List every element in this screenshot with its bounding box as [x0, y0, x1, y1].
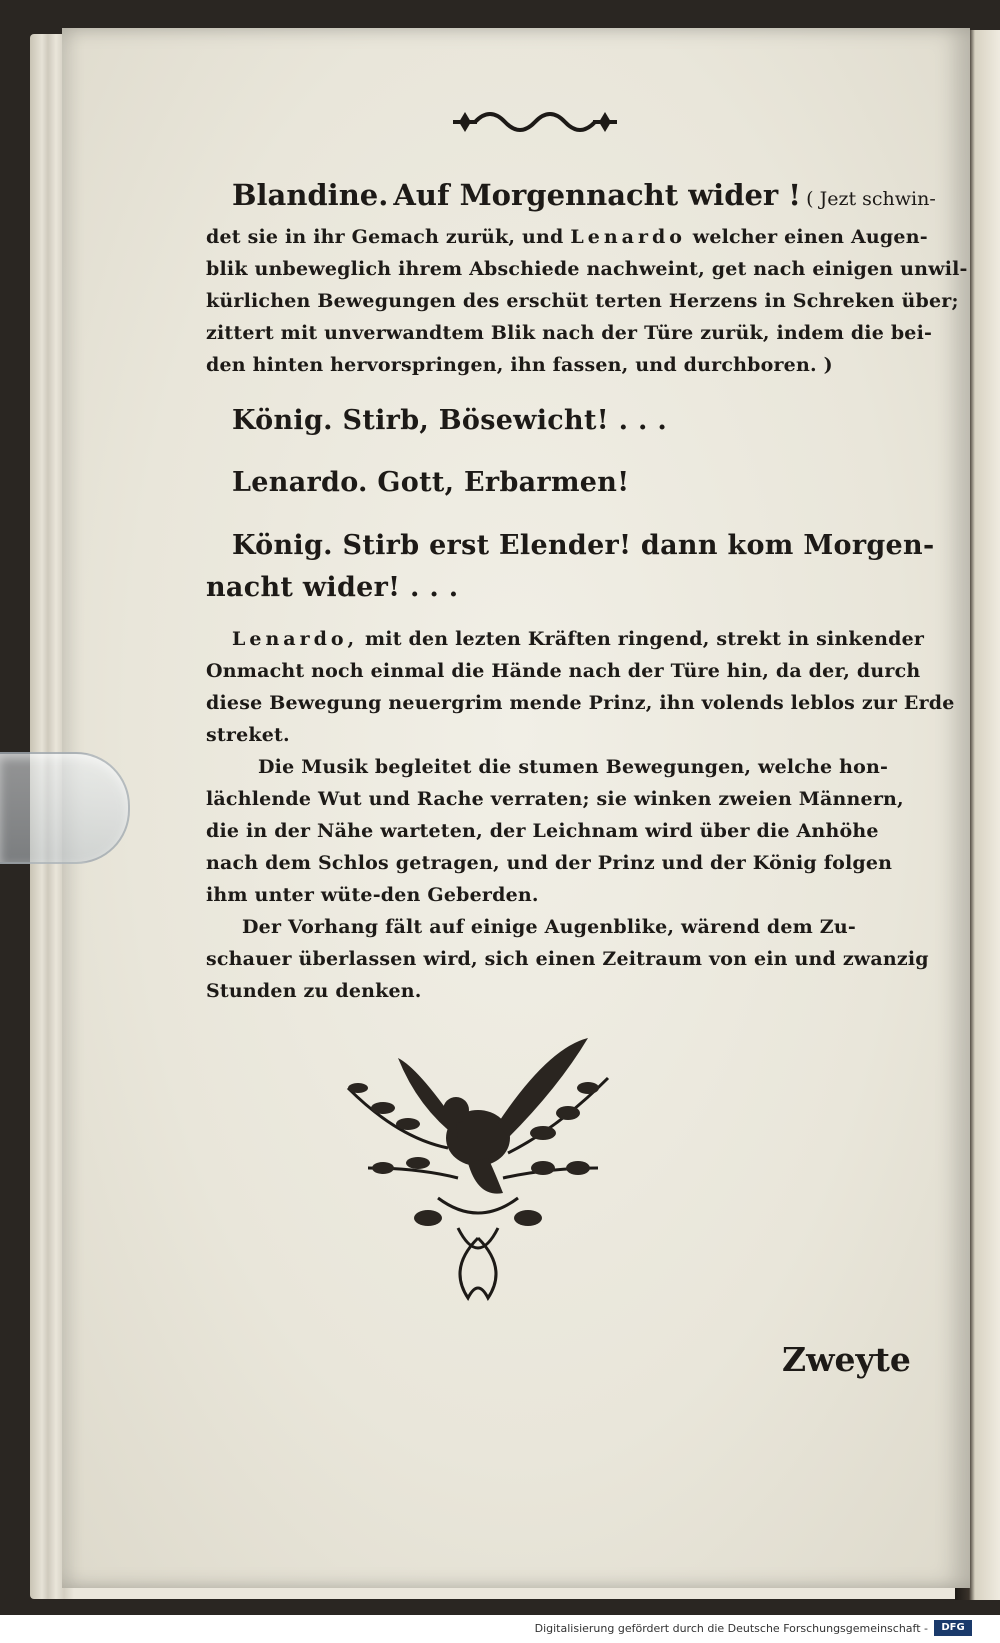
- stage-direction-line: zittert mit unverwandtem Blik nach der Türe zurük, indem die bei-: [206, 322, 933, 344]
- speech-koenig: König. Stirb, Bösewicht! . . .: [232, 405, 668, 436]
- stage-direction-text: mit den lezten Kräften ringend, strekt in sinkender: [364, 628, 925, 650]
- stage-direction-line: ihm unter wüte-den Geberden.: [206, 884, 539, 906]
- stage-direction-line: schauer überlassen wird, sich einen Zeitraum von ein und zwanzig: [206, 948, 929, 970]
- scan-clip: [0, 752, 130, 864]
- character-name-lenardo: Lenardo: [570, 226, 686, 248]
- eagle-vignette-icon: [328, 1028, 628, 1308]
- stage-direction-text: det sie in ihr Gemach zurük, und: [206, 226, 564, 248]
- stage-direction-line: kürlichen Bewegungen des erschüt terten Herzens in Schreken über;: [206, 290, 959, 312]
- dfg-logo: DFG: [934, 1620, 972, 1636]
- speech-koenig-continued: nacht wider! . . .: [206, 572, 459, 603]
- stage-direction-line: [232, 628, 924, 650]
- speech-lenardo: Lenardo. Gott, Erbarmen!: [232, 467, 630, 498]
- footer-credit: Digitalisierung gefördert durch die Deutsche Forschungsgemeinschaft -: [534, 1622, 928, 1635]
- stage-direction-line: Onmacht noch einmal die Hände nach der Türe hin, da der, durch: [206, 660, 921, 682]
- catchword: Zweyte: [782, 1340, 911, 1379]
- stage-direction-line: Die Musik begleitet die stumen Bewegungen, welche hon-: [258, 756, 889, 778]
- stage-direction-line: die in der Nähe warteten, der Leichnam wird über die Anhöhe: [206, 820, 879, 842]
- stage-direction-line: Der Vorhang fält auf einige Augenblike, wärend dem Zu-: [242, 916, 856, 938]
- stage-direction-line: lächlende Wut und Rache verraten; sie winken zweien Männern,: [206, 788, 904, 810]
- footer-bar: [0, 1615, 1000, 1643]
- printer-ornament-icon: [445, 100, 625, 150]
- stage-direction-line: Stunden zu denken.: [206, 980, 422, 1002]
- stage-direction-line: den hinten hervorspringen, ihn fassen, und durchboren. ): [206, 354, 833, 376]
- speech-text: Auf Morgennacht wider !: [393, 178, 802, 212]
- stage-direction-line: diese Bewegung neuergrim mende Prinz, ihn volends leblos zur Erde: [206, 692, 955, 714]
- stage-direction-start: ( Jezt schwin-: [806, 188, 936, 210]
- speech-line-blandine: [232, 178, 936, 212]
- stage-direction-line: blik unbeweglich ihrem Abschiede nachweint, get nach einigen unwil-: [206, 258, 968, 280]
- character-name-lenardo: Lenardo,: [232, 628, 359, 650]
- speaker-blandine: Blandine.: [232, 178, 389, 212]
- stage-direction-line: [206, 226, 928, 248]
- speech-koenig: König. Stirb erst Elender! dann kom Morgen-: [232, 530, 935, 561]
- stage-direction-line: nach dem Schlos getragen, und der Prinz und der König folgen: [206, 852, 893, 874]
- stage-direction-text: welcher einen Augen-: [692, 226, 928, 248]
- stage-direction-line: streket.: [206, 724, 290, 746]
